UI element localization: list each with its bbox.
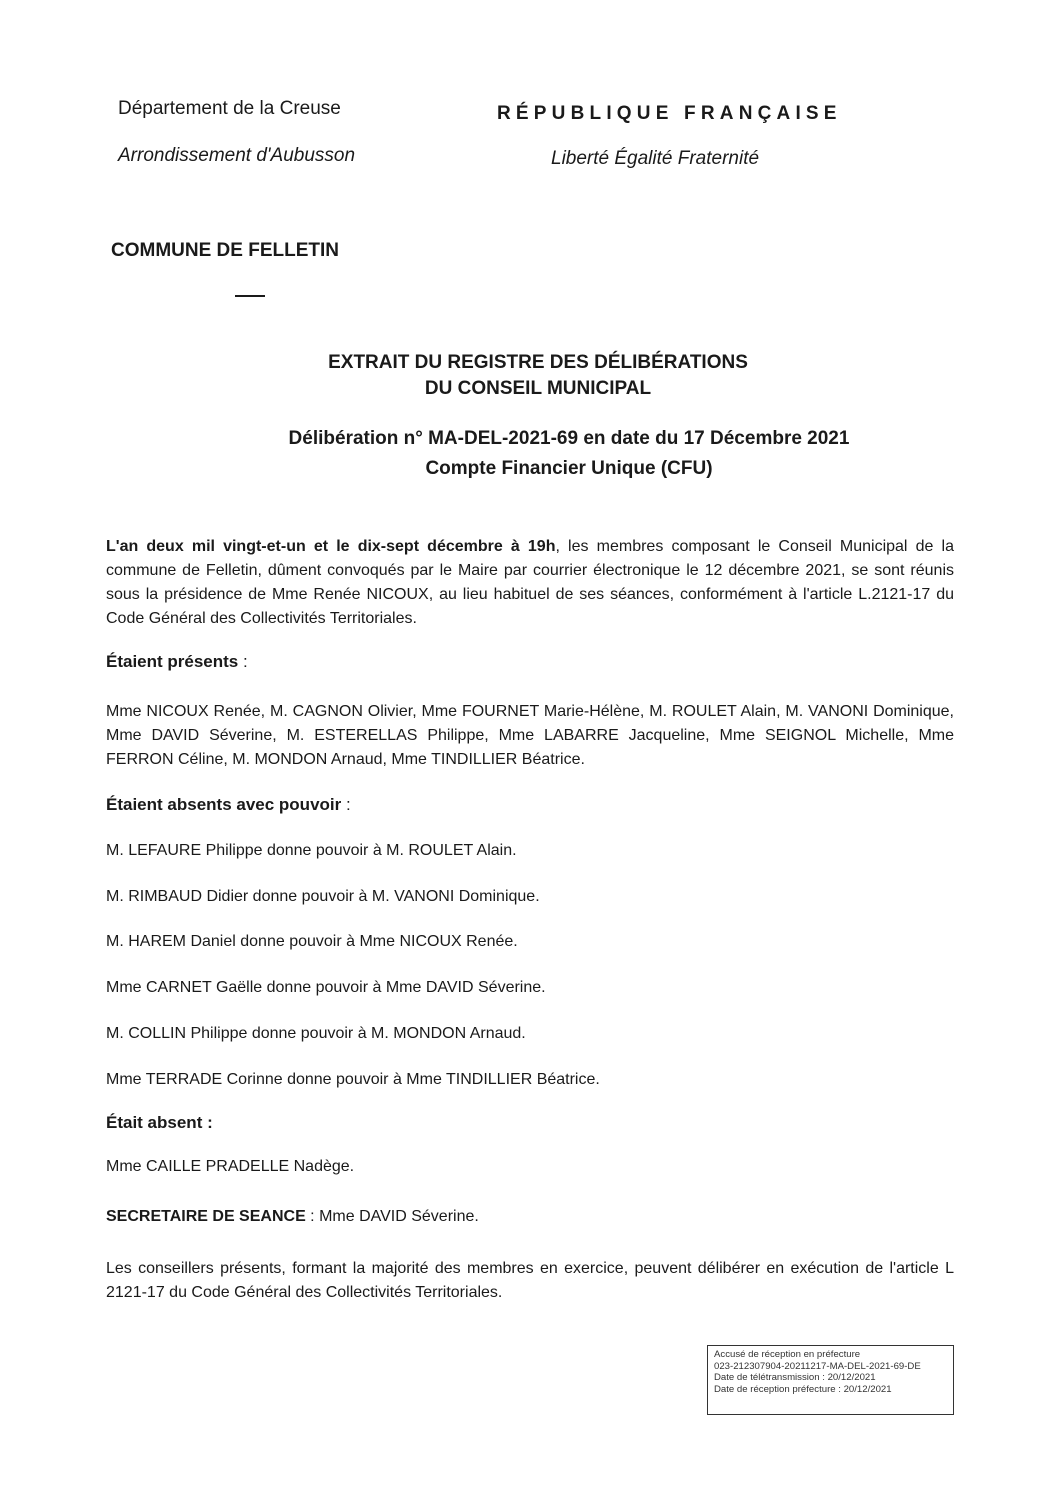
proxy-item: M. HAREM Daniel donne pouvoir à Mme NICOUX Renée. [106,933,518,950]
closing-paragraph: Les conseillers présents, formant la majorité des membres en exercice, peuvent délibérer en exécution de l'article L 2121-17 du Code Général des Collectivités Territoriales. [106,1260,954,1301]
stamp-line: 023-212307904-20211217-MA-DEL-2021-69-DE [714,1360,921,1372]
commune-name: COMMUNE DE FELLETIN [111,240,339,261]
absent-heading: Était absent : [106,1113,213,1132]
present-list: Mme NICOUX Renée, M. CAGNON Olivier, Mme FOURNET Marie-Hélène, M. ROULET Alain, M. VANONI Dominique, Mme DAVID Séverine, M. ESTERELLAS Philippe, Mme LABARRE Jacqueline, Mme SEIGNOL Michelle, Mme FERRON Céline, M. MONDON Arnaud, Mme TINDILLIER Béatrice. [106,703,954,768]
intro-paragraph [106,535,954,631]
proxy-label: Étaient absents avec pouvoir [106,795,342,814]
republic-heading: RÉPUBLIQUE FRANÇAISE [497,103,842,124]
intro-rest: , les membres composant le Conseil Municipal de la commune de Felletin, dûment convoqués par le Maire par courrier électronique le 12 décembre 2021, se sont réunis sous la présidence de Mme Renée NICOUX, au lieu habituel de ses séances, conformément à l'article L.2121-17 du Code Général des Collectivités Territoriales. [106,538,954,627]
absent-name: Mme CAILLE PRADELLE Nadège. [106,1158,355,1175]
deliberation-subject: Compte Financier Unique (CFU) [425,458,713,479]
stamp-line: Accusé de réception en préfecture [714,1349,861,1360]
intro-lead: L'an deux mil vingt-et-un et le dix-sept décembre à 19h [106,538,556,555]
present-suffix: : [238,652,248,671]
stamp-line: Date de télétransmission : 20/12/2021 [714,1372,876,1383]
proxy-suffix: : [341,795,351,814]
arrondissement-label: Arrondissement d'Aubusson [118,145,356,166]
proxy-item: Mme TERRADE Corinne donne pouvoir à Mme TINDILLIER Béatrice. [106,1071,600,1088]
motto: Liberté Égalité Fraternité [551,148,760,169]
secretary-name: : Mme DAVID Séverine. [305,1208,479,1225]
prefecture-receipt-stamp [707,1345,954,1415]
proxy-heading [106,795,351,815]
secretary-line [106,1208,479,1226]
divider-dash [235,295,265,297]
proxy-item: M. COLLIN Philippe donne pouvoir à M. MONDON Arnaud. [106,1025,526,1042]
proxy-item: Mme CARNET Gaëlle donne pouvoir à Mme DAVID Séverine. [106,979,546,996]
department-label: Département de la Creuse [118,98,341,119]
proxy-item: M. RIMBAUD Didier donne pouvoir à M. VANONI Dominique. [106,888,540,905]
secretary-label: SECRETAIRE DE SEANCE [106,1208,306,1225]
stamp-line: Date de réception préfecture : 20/12/2021 [714,1383,892,1395]
proxy-item: M. LEFAURE Philippe donne pouvoir à M. ROULET Alain. [106,842,517,859]
deliberation-number: Délibération n° MA-DEL-2021-69 en date du 17 Décembre 2021 [288,428,850,449]
present-label: Étaient présents [106,652,239,671]
title-line-1: EXTRAIT DU REGISTRE DES DÉLIBÉRATIONS [328,352,748,373]
present-heading [106,652,248,672]
title-line-2: DU CONSEIL MUNICIPAL [424,378,652,399]
